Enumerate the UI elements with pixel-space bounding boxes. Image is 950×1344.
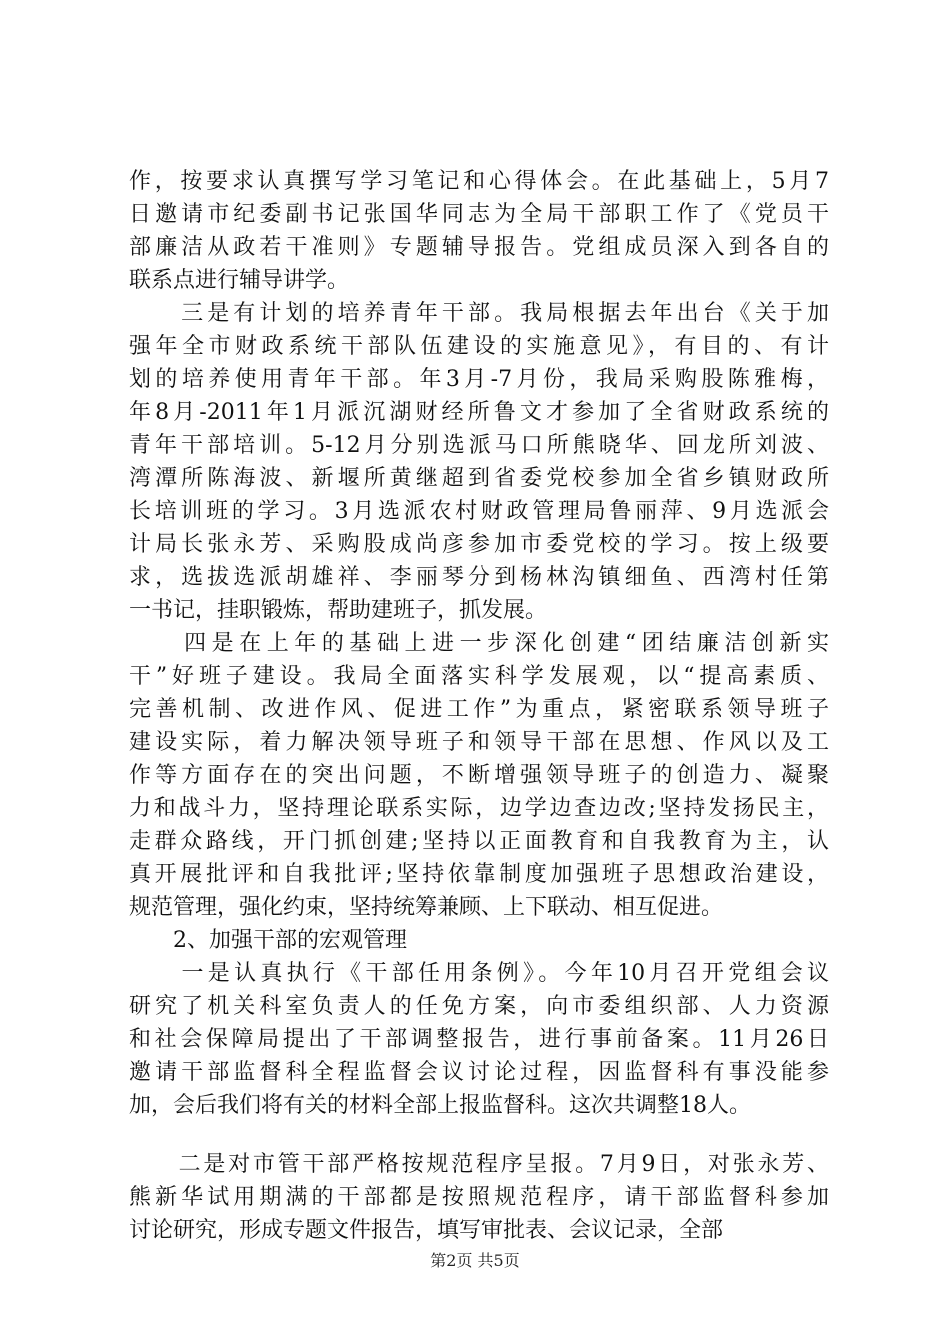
- text-line: 年8月-2011年1月派沉湖财经所鲁文才参加了全省财政系统的: [129, 400, 829, 425]
- text-line: 一是认真执行《干部任用条例》。今年10月召开党组会议: [129, 961, 829, 986]
- text-line: 日邀请市纪委副书记张国华同志为全局干部职工作了《党员干: [129, 202, 829, 227]
- text-line: 划的培养使用青年干部。年3月-7月份，我局采购股陈雅梅，: [129, 367, 829, 392]
- text-line: 部廉洁从政若干准则》专题辅导报告。党组成员深入到各自的: [129, 235, 829, 260]
- text-line: 强年全市财政系统干部队伍建设的实施意见》，有目的、有计: [129, 334, 829, 359]
- text-line: 长培训班的学习。3月选派农村财政管理局鲁丽萍、9月选派会: [129, 499, 829, 524]
- text-line: 力和战斗力，坚持理论联系实际，边学边查边改;坚持发扬民主，: [129, 796, 829, 821]
- text-line: 邀请干部监督科全程监督会议讨论过程，因监督科有事没能参: [129, 1060, 829, 1085]
- text-line: 湾潭所陈海波、新堰所黄继超到省委党校参加全省乡镇财政所: [129, 466, 829, 491]
- text-line: 真开展批评和自我批评;坚持依靠制度加强班子思想政治建设，: [129, 862, 829, 887]
- text-line: 计局长张永芳、采购股成尚彦参加市委党校的学习。按上级要: [129, 532, 829, 557]
- text-line: 青年干部培训。5-12月分别选派马口所熊晓华、回龙所刘波、: [129, 433, 829, 458]
- text-line: 作，按要求认真撰写学习笔记和心得体会。在此基础上，5月7: [129, 169, 829, 194]
- text-line: 作等方面存在的突出问题，不断增强领导班子的创造力、凝聚: [129, 763, 829, 788]
- page-footer: 第2页 共5页: [430, 1251, 520, 1270]
- text-line: 联系点进行辅导讲学。: [129, 268, 350, 293]
- text-line: 求，选拔选派胡雄祥、李丽琴分到杨林沟镇细鱼、西湾村任第: [129, 565, 829, 590]
- text-line: 建设实际，着力解决领导班子和领导干部在思想、作风以及工: [129, 730, 829, 755]
- text-line: 走群众路线，开门抓创建;坚持以正面教育和自我教育为主，认: [129, 829, 829, 854]
- text-line: 和社会保障局提出了干部调整报告，进行事前备案。11月26日: [129, 1027, 829, 1052]
- text-line: 三是有计划的培养青年干部。我局根据去年出台《关于加: [129, 301, 829, 326]
- text-line: 熊新华试用期满的干部都是按照规范程序，请干部监督科参加: [129, 1185, 829, 1210]
- text-line: 干”好班子建设。我局全面落实科学发展观，以“提高素质、: [129, 664, 829, 689]
- text-line: 研究了机关科室负责人的任免方案，向市委组织部、人力资源: [129, 994, 829, 1019]
- text-line: 2、加强干部的宏观管理: [129, 928, 407, 953]
- text-line: 一书记，挂职锻炼，帮助建班子，抓发展。: [129, 598, 548, 623]
- text-line: 规范管理，强化约束，坚持统筹兼顾、上下联动、相互促进。: [129, 895, 724, 920]
- text-line: 二是对市管干部严格按规范程序呈报。7月9日，对张永芳、: [129, 1152, 829, 1177]
- text-line: 加，会后我们将有关的材料全部上报监督科。这次共调整18人。: [129, 1093, 751, 1118]
- text-line: 讨论研究，形成专题文件报告，填写审批表、会议记录，全部: [129, 1218, 724, 1243]
- text-line: 完善机制、改进作风、促进工作”为重点，紧密联系领导班子: [129, 697, 829, 722]
- text-line: 四是在上年的基础上进一步深化创建“团结廉洁创新实: [129, 631, 829, 656]
